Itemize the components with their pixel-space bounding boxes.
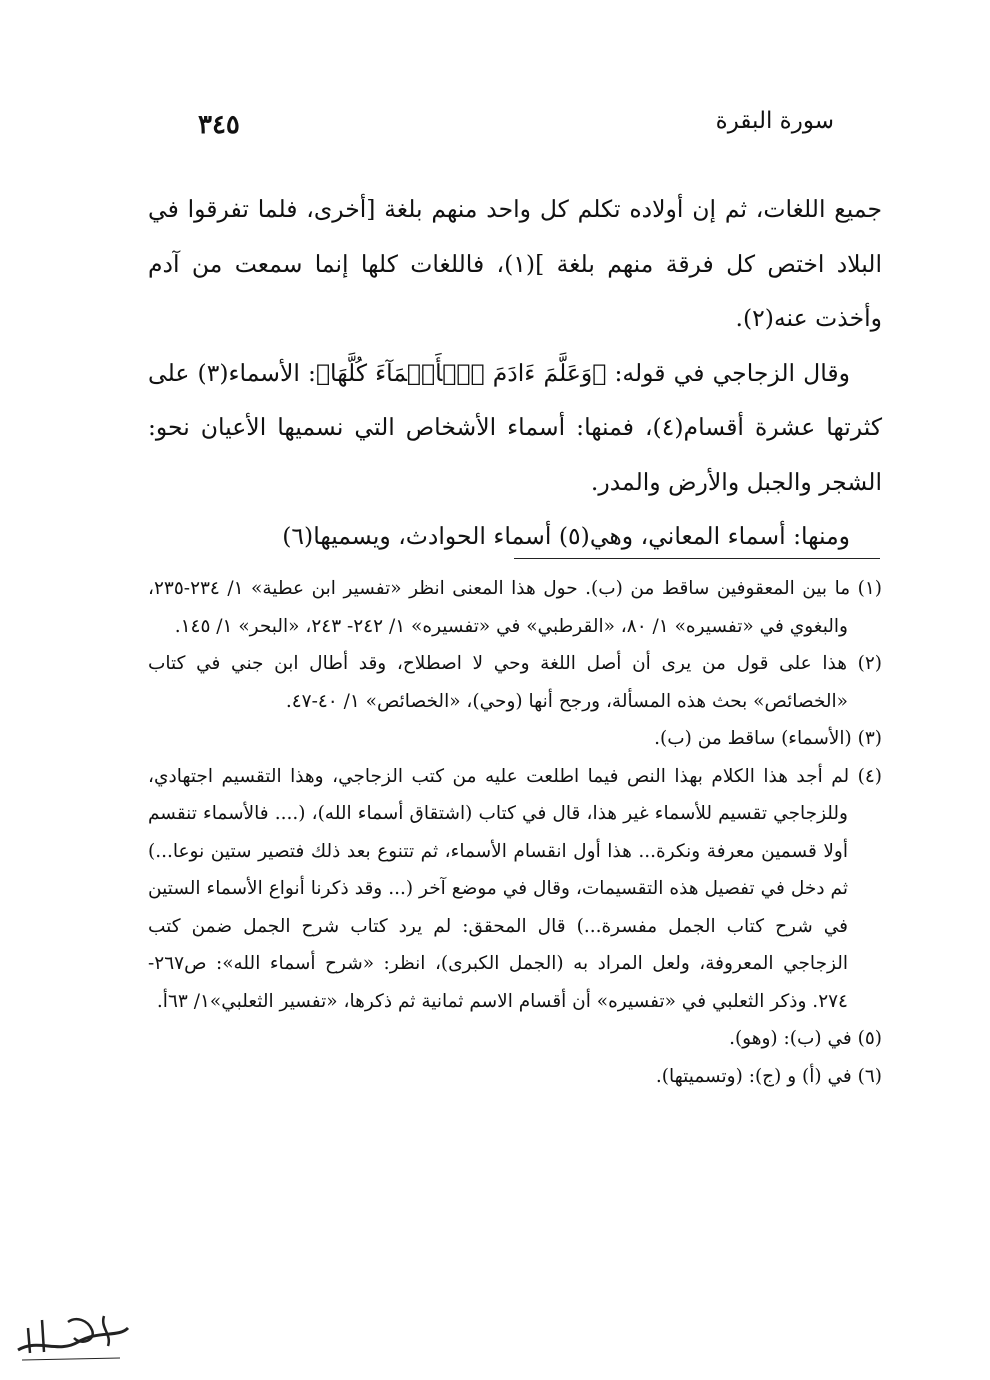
page-header <box>198 108 834 148</box>
main-text <box>148 182 882 564</box>
footnote-5: (٥) في (ب): (وهو). <box>729 1028 882 1049</box>
footnote-4: (٤) لم أجد هذا الكلام بهذا النص فيما اطلعت عليه من كتب الزجاجي، وهذا التقسيم اجتهادي، وللزجاجي تقسيم للأسماء غير هذا، قال في كتاب (اشتقاق أسماء الله)، (.... فالأسماء تنقسم أولا قسمين معرفة ونكرة... هذا أول انقسام الأسماء، ثم تتنوع بعد ذلك فتصير ستين نوعا...) ثم دخل في تفصيل هذه التقسيمات، وقال في موضع آخر (... وقد ذكرنا أنواع الأسماء الستين في شرح كتاب الجمل مفسرة...) قال المحقق: لم يرد كتاب شرح الجمل ضمن كتب الزجاجي المعروفة، ولعل المراد به (الجمل الكبرى)، انظر: «شرح أسماء الله»: ص٢٦٧- ٢٧٤. وذكر الثعلبي في «تفسيره» أن أقسام الاسم ثمانية ثم ذكرها، «تفسير الثعلبي»١/ ٦٣أ. <box>148 765 882 1012</box>
watermark-logo <box>8 1298 136 1366</box>
footnote-2: (٢) هذا على قول من يرى أن أصل اللغة وحي لا اصطلاح، وقد أطال ابن جني في كتاب «الخصائص» بحث هذه المسألة، ورجح أنها (وحي)، «الخصائص» ١/ ٤٠-٤٧. <box>148 653 882 712</box>
paragraph-1: جميع اللغات، ثم إن أولاده تكلم كل واحد منهم بلغة [أخرى، فلما تفرقوا في البلاد اختص كل فرقة منهم بلغة ](١)، فاللغات كلها إنما سمعت من آدم وأخذت عنه(٢). <box>148 195 882 332</box>
footnotes <box>148 570 882 1095</box>
footnote-separator <box>514 558 880 559</box>
logo-stroke-1 <box>18 1328 128 1350</box>
footnote-1: (١) ما بين المعقوفين ساقط من (ب). حول هذا المعنى انظر «تفسير ابن عطية» ١/ ٢٣٤-٢٣٥، والبغوي في «تفسيره» ١/ ٨٠، «القرطبي» في «تفسيره» ١/ ٢٤٢- ٢٤٣، «البحر» ١/ ١٤٥. <box>148 578 882 637</box>
logo-underline <box>22 1358 120 1360</box>
footnote-3: (٣) (الأسماء) ساقط من (ب). <box>654 728 882 749</box>
page-number: ٣٤٥ <box>198 110 240 140</box>
paragraph-3: ومنها: أسماء المعاني، وهي(٥) أسماء الحوادث، ويسميها(٦) <box>282 522 850 550</box>
surah-title: سورة البقرة <box>715 108 834 134</box>
footnote-6: (٦) في (أ) و (ج): (وتسميتها). <box>655 1065 882 1087</box>
paragraph-2: وقال الزجاجي في قوله: ﴿وَعَلَّمَ ءَادَمَ ٱلۡأَسۡمَآءَ كُلَّهَا﴾: الأسماء(٣) على كثرتها عشرة أقسام(٤)، فمنها: أسماء الأشخاص التي نسميها الأعيان نحو: الشجر والجبل والأرض والمدر. <box>148 358 883 496</box>
